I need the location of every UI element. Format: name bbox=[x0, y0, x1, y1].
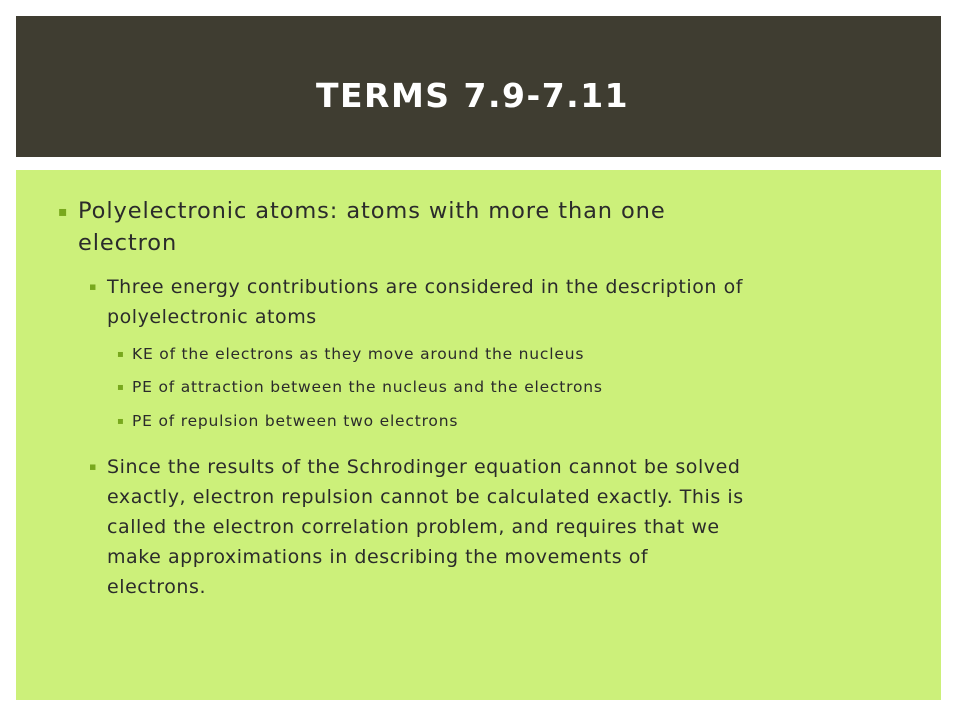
content-panel bbox=[16, 170, 941, 700]
bullet-text-line: exactly, electron repulsion cannot be calculated exactly. This is bbox=[107, 486, 744, 508]
subbullet-energy-contributions bbox=[89, 272, 937, 332]
bullet-text-line: make approximations in describing the movements of bbox=[107, 546, 649, 568]
subsubbullet-kinetic-energy bbox=[117, 344, 892, 365]
bullet-text-line: Three energy contributions are considered in the description of bbox=[107, 276, 744, 298]
bullet-text-line: electrons. bbox=[107, 576, 207, 598]
subsubbullet-repulsion-energy bbox=[117, 411, 892, 432]
bullet-marker-icon: ▪ bbox=[117, 382, 124, 393]
slide-title: TERMS 7.9-7.11 bbox=[316, 76, 630, 115]
bullet-marker-icon: ▪ bbox=[58, 204, 68, 220]
subbullet-electron-correlation bbox=[89, 452, 937, 602]
bullet-marker-icon: ▪ bbox=[89, 280, 97, 293]
bullet-text-line: electron bbox=[78, 230, 178, 256]
bullet-text-line: polyelectronic atoms bbox=[107, 306, 317, 328]
bullet-text-line: called the electron correlation problem, and requires that we bbox=[107, 516, 720, 538]
bullet-text-line: PE of repulsion between two electrons bbox=[132, 412, 459, 430]
bullet-text-line: Since the results of the Schrodinger equation cannot be solved bbox=[107, 456, 741, 478]
bullet-marker-icon: ▪ bbox=[89, 460, 97, 473]
bullet-marker-icon: ▪ bbox=[117, 349, 124, 360]
subsubbullet-attraction-energy bbox=[117, 377, 892, 398]
bullet-list bbox=[16, 170, 941, 700]
bullet-marker-icon: ▪ bbox=[117, 416, 124, 427]
bullet-text-line: KE of the electrons as they move around the nucleus bbox=[132, 345, 585, 363]
bullet-text-line: Polyelectronic atoms: atoms with more than one bbox=[78, 198, 666, 224]
bullet-text-line: PE of attraction between the nucleus and the electrons bbox=[132, 378, 603, 396]
bullet-polyelectronic-atoms bbox=[58, 195, 893, 259]
